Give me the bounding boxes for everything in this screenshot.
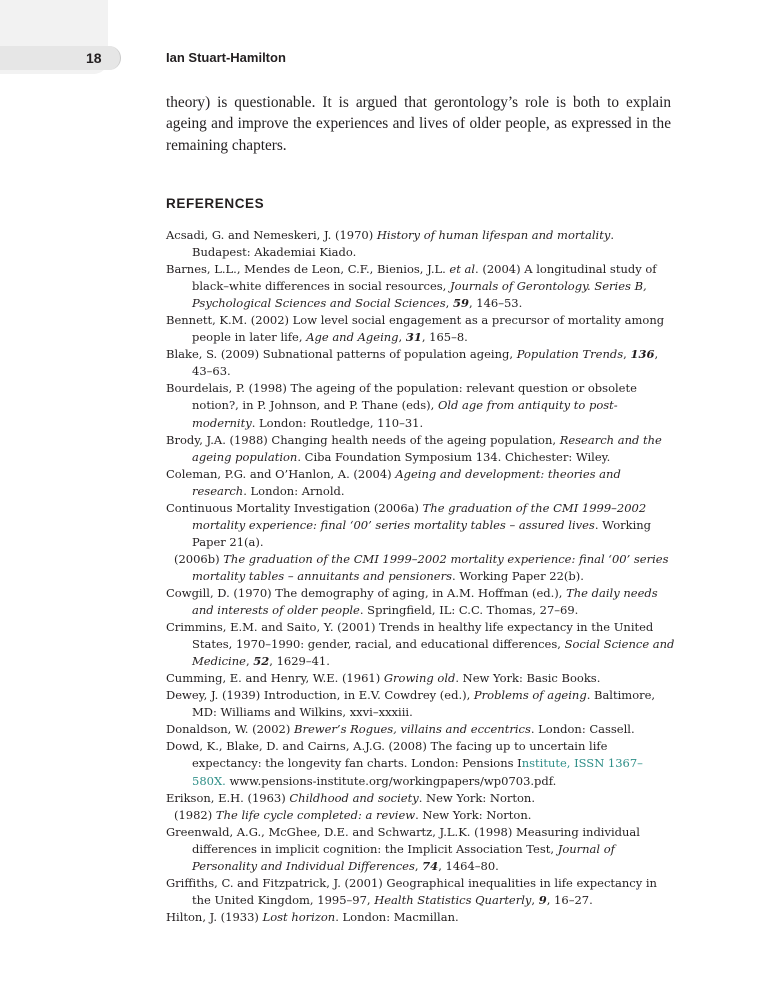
page-number: 18: [86, 50, 102, 66]
reference-text: . (2004) A longitudinal study of black–white differences in social resources,: [192, 262, 657, 294]
reference-text: (1982): [174, 807, 216, 822]
running-head-author: Ian Stuart-Hamilton: [166, 50, 286, 65]
reference-entry: [166, 312, 676, 346]
reference-text: Lost horizon: [262, 909, 336, 924]
reference-text: Cumming, E. and Henry, W.E. (1961): [166, 671, 384, 686]
reference-text: Erikson, E.H. (1963): [166, 790, 290, 805]
reference-text: , 1629–41.: [269, 654, 330, 669]
reference-entry: [166, 585, 676, 619]
reference-text: . Baltimore, MD: Williams and Wilkins, xxvi–xxxiii.: [192, 688, 656, 720]
reference-entry: [166, 619, 676, 670]
reference-text: Acsadi, G. and Nemeskeri, J. (1970): [166, 228, 377, 242]
reference-text: Coleman, P.G. and O’Hanlon, A. (2004): [166, 466, 396, 481]
reference-text: The daily needs and interests of older people: [192, 585, 658, 618]
reference-text: . London: Arnold.: [243, 483, 345, 498]
reference-text: . New York: Norton.: [418, 790, 535, 805]
reference-text: 52: [253, 654, 270, 669]
reference-entry: [166, 380, 676, 431]
reference-text: ,: [398, 330, 406, 345]
reference-text: 9: [538, 892, 547, 907]
reference-text: Barnes, L.L., Mendes de Leon, C.F., Bienios, J.L.: [166, 262, 450, 277]
reference-text: The life cycle completed: a review: [215, 807, 416, 822]
reference-entry: [166, 790, 676, 807]
reference-text: Continuous Mortality Investigation (2006a): [166, 500, 423, 515]
references-list: [166, 227, 676, 926]
reference-entry: [166, 432, 676, 466]
reference-entry: [166, 824, 676, 875]
reference-entry: [166, 346, 676, 380]
reference-text: . London: Cassell.: [530, 722, 635, 737]
reference-text: . New York: Basic Books.: [455, 671, 601, 686]
reference-link-text: nstitute, ISSN 1367–580X.: [192, 756, 643, 788]
reference-text: History of human lifespan and mortality: [376, 228, 611, 242]
references-heading: REFERENCES: [166, 196, 265, 211]
reference-text: Research and the ageing population: [192, 432, 662, 464]
reference-entry: [166, 261, 676, 312]
reference-text: , 165–8.: [421, 330, 468, 345]
reference-text: 136: [630, 347, 655, 362]
reference-text: Population Trends: [516, 347, 624, 362]
reference-text: 31: [405, 330, 422, 345]
reference-text: (2006b): [174, 551, 224, 566]
reference-text: Old age from antiquity to post-modernity: [192, 398, 618, 430]
reference-text: The graduation of the CMI 1999–2002 mortality experience: final ‘00’ series mortality tables – annuitants and pensioners: [192, 551, 669, 583]
reference-text: 59: [452, 296, 469, 311]
reference-entry: [166, 670, 676, 687]
reference-text: Greenwald, A.G., McGhee, D.E. and Schwartz, J.L.K. (1998) Measuring individual differences in implicit cognition: the Implicit Association Test,: [166, 824, 640, 856]
reference-entry: [166, 500, 676, 551]
reference-text: Journals of Gerontology. Series B, Psychological Sciences and Social Sciences: [192, 279, 647, 311]
reference-text: , 146–53.: [468, 296, 523, 311]
reference-text: Age and Ageing: [306, 330, 399, 345]
reference-text: Blake, S. (2009) Subnational patterns of population ageing,: [166, 347, 517, 362]
reference-text: . Working Paper 21(a).: [192, 517, 652, 549]
reference-text: et al: [449, 262, 476, 277]
reference-entry: [166, 738, 676, 789]
reference-text: Brody, J.A. (1988) Changing health needs of the ageing population,: [166, 432, 560, 447]
reference-entry: [166, 687, 676, 721]
reference-text: . Springfield, IL: C.C. Thomas, 27–69.: [359, 603, 579, 618]
reference-text: Childhood and society: [289, 790, 419, 805]
reference-entry: [166, 466, 676, 500]
reference-text: . London: Macmillan.: [335, 909, 459, 924]
reference-text: Griffiths, C. and Fitzpatrick, J. (2001) Geographical inequalities in life expectancy in the United Kingdom, 1995–97,: [166, 875, 657, 907]
reference-text: ,: [623, 347, 631, 362]
reference-entry: [166, 807, 676, 824]
reference-text: Bennett, K.M. (2002) Low level social engagement as a precursor of mortality among people in later life,: [166, 313, 665, 345]
reference-text: Bourdelais, P. (1998) The ageing of the population: relevant question or obsolete notion?, in P. Johnson, and P. Thane (eds),: [166, 381, 637, 413]
reference-text: . Budapest: Akademiai Kiado.: [192, 228, 614, 260]
reference-text: . New York: Norton.: [415, 807, 532, 822]
reference-text: , 16–27.: [546, 892, 593, 907]
reference-text: Dewey, J. (1939) Introduction, in E.V. Cowdrey (ed.),: [166, 688, 474, 703]
reference-text: ,: [445, 296, 453, 311]
reference-text: ,: [414, 858, 423, 873]
reference-text: . Ciba Foundation Symposium 134. Chichester: Wiley.: [297, 449, 611, 464]
reference-text: Growing old: [383, 671, 456, 686]
reference-text: Crimmins, E.M. and Saito, Y. (2001) Trends in healthy life expectancy in the United States, 1970–1990: gender, racial, and educational differences,: [166, 620, 654, 652]
reference-text: , 43–63.: [192, 347, 659, 379]
body-paragraph: theory) is questionable. It is argued that gerontology’s role is both to explain ageing and improve the experiences and lives of older people, as expressed in the remaining chapters.: [166, 94, 671, 154]
reference-text: Hilton, J. (1933): [166, 909, 263, 924]
reference-text: Cowgill, D. (1970) The demography of aging, in A.M. Hoffman (ed.),: [166, 585, 567, 600]
reference-text: , 1464–80.: [438, 858, 499, 873]
reference-entry: [166, 909, 676, 926]
reference-entry: [166, 875, 676, 909]
reference-text: Social Science and Medicine: [192, 637, 675, 669]
reference-text: Ageing and development: theories and research: [192, 466, 621, 498]
reference-text: Donaldson, W. (2002): [166, 722, 295, 737]
reference-text: ,: [245, 654, 254, 669]
reference-entry: [166, 551, 676, 585]
reference-text: Brewer’s Rogues, villains and eccentrics: [294, 722, 531, 737]
reference-text: Dowd, K., Blake, D. and Cairns, A.J.G. (2008) The facing up to uncertain life expectancy: the longevity fan charts. London: Pensions I: [166, 739, 608, 771]
reference-text: Health Statistics Quarterly: [374, 892, 532, 907]
reference-text: www.pensions-institute.org/workingpapers/wp0703.pdf.: [225, 773, 557, 788]
reference-text: . London: Routledge, 110–31.: [251, 415, 424, 430]
reference-entry: [166, 227, 676, 261]
reference-text: Journal of Personality and Individual Differences: [192, 841, 615, 873]
reference-text: Problems of ageing: [473, 688, 587, 703]
reference-text: The graduation of the CMI 1999–2002 mortality experience: final ‘00’ series mortality tables – assured lives: [192, 500, 647, 532]
reference-text: ,: [531, 892, 539, 907]
reference-text: . Working Paper 22(b).: [452, 568, 584, 583]
reference-entry: [166, 721, 676, 738]
reference-text: 74: [422, 858, 439, 873]
page-number-tab: [0, 46, 121, 70]
